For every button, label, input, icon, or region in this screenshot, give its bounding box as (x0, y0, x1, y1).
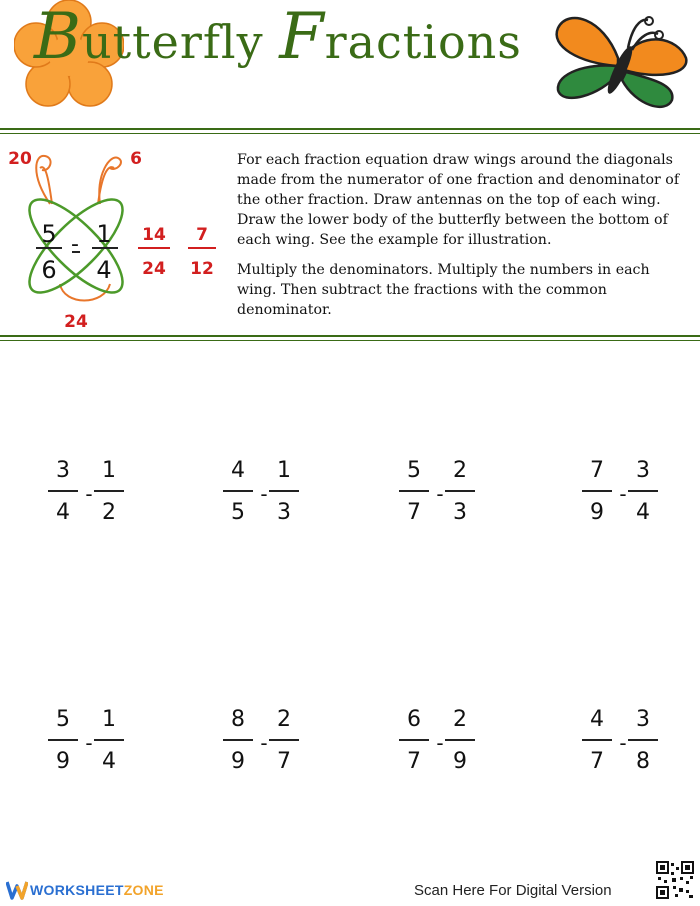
fraction-bar (94, 739, 124, 741)
fraction-b-numerator: 2 (277, 707, 291, 732)
example-butterfly-drawing (0, 134, 230, 334)
problem-6 (221, 707, 311, 787)
fraction-b-numerator: 1 (277, 458, 291, 483)
brand-main: WORKSHEET (30, 882, 124, 898)
fraction-a-numerator: 8 (231, 707, 245, 732)
fraction-a-numerator: 4 (231, 458, 245, 483)
fraction-b-numerator: 2 (453, 458, 467, 483)
operator: - (436, 731, 444, 755)
problem-1 (46, 458, 136, 538)
fraction-a-denominator: 7 (407, 500, 421, 525)
example-simplified-denominator: 12 (190, 259, 214, 279)
fraction-b (626, 707, 660, 775)
fraction-bar (269, 490, 299, 492)
fraction-bar (628, 739, 658, 741)
divider-bottom-inner (0, 340, 700, 341)
fraction-a (397, 458, 431, 526)
butterfly-icon (548, 8, 693, 118)
problem-8 (580, 707, 670, 787)
fraction-bar (48, 739, 78, 741)
title-text (34, 0, 522, 74)
qr-code-icon[interactable] (655, 860, 695, 900)
operator: - (85, 731, 93, 755)
fraction-b-denominator: 4 (102, 749, 116, 774)
operator: - (619, 731, 627, 755)
divider-top (0, 128, 700, 130)
title-initial-f: F (279, 0, 325, 74)
example-denominator-right: 4 (96, 256, 112, 284)
operator: - (619, 482, 627, 506)
fraction-a-denominator: 7 (407, 749, 421, 774)
fraction-a (46, 458, 80, 526)
brand-accent: ZONE (123, 882, 164, 898)
fraction-a-numerator: 6 (407, 707, 421, 732)
fraction-a (221, 707, 255, 775)
fraction-bar (399, 490, 429, 492)
fraction-a (580, 458, 614, 526)
fraction-a-denominator: 5 (231, 500, 245, 525)
operator: - (436, 482, 444, 506)
fraction-b-numerator: 2 (453, 707, 467, 732)
fraction-b (443, 707, 477, 775)
example-denominator-left: 6 (41, 256, 57, 284)
example-operator: - (71, 232, 79, 257)
example-numerator-right: 1 (96, 220, 112, 248)
fraction-bar (94, 490, 124, 492)
fraction-b-denominator: 2 (102, 500, 116, 525)
example-result-denominator: 24 (142, 259, 166, 279)
divider-bottom (0, 335, 700, 337)
fraction-bar (445, 739, 475, 741)
fraction-a-numerator: 4 (590, 707, 604, 732)
worksheet-title (14, 0, 554, 120)
fraction-bar (269, 739, 299, 741)
fraction-b (92, 707, 126, 775)
example-simplified-numerator: 7 (196, 225, 208, 245)
fraction-a-numerator: 7 (590, 458, 604, 483)
fraction-a-numerator: 3 (56, 458, 70, 483)
fraction-a-numerator: 5 (56, 707, 70, 732)
brand-name (30, 882, 164, 898)
fraction-bar (445, 490, 475, 492)
fraction-b-denominator: 9 (453, 749, 467, 774)
problem-2 (221, 458, 311, 538)
fraction-b-numerator: 3 (636, 707, 650, 732)
example-numerator-left: 5 (41, 220, 57, 248)
title-initial-b: B (34, 0, 83, 74)
scan-text: Scan Here For Digital Version (414, 882, 612, 899)
fraction-b-denominator: 4 (636, 500, 650, 525)
fraction-bar (223, 739, 253, 741)
problem-3 (397, 458, 487, 538)
fraction-bar (582, 739, 612, 741)
title-word-2-rest: ractions (324, 15, 522, 69)
fraction-b (92, 458, 126, 526)
fraction-b-numerator: 3 (636, 458, 650, 483)
fraction-a (397, 707, 431, 775)
example-result-numerator: 14 (142, 225, 166, 245)
worksheetzone-w-icon (6, 880, 28, 900)
instructions-paragraph-2: Multiply the denominators. Multiply the numbers in each wing. Then subtract the fractions with the common denominator. (237, 262, 650, 318)
fraction-b-denominator: 3 (277, 500, 291, 525)
fraction-bar (399, 739, 429, 741)
example-denominator-product: 24 (64, 312, 88, 332)
fraction-bar (582, 490, 612, 492)
fraction-b (267, 707, 301, 775)
fraction-a (580, 707, 614, 775)
fraction-bar (628, 490, 658, 492)
problem-5 (46, 707, 136, 787)
fraction-b (267, 458, 301, 526)
instructions (237, 150, 685, 330)
operator: - (260, 731, 268, 755)
example-illustration (0, 134, 230, 334)
operator: - (85, 482, 93, 506)
fraction-b-numerator: 1 (102, 458, 116, 483)
example-right-wing-product: 6 (130, 149, 142, 169)
fraction-a (221, 458, 255, 526)
fraction-a-denominator: 9 (231, 749, 245, 774)
fraction-a-denominator: 4 (56, 500, 70, 525)
problem-4 (580, 458, 670, 538)
fraction-a (46, 707, 80, 775)
operator: - (260, 482, 268, 506)
fraction-bar (223, 490, 253, 492)
fraction-a-numerator: 5 (407, 458, 421, 483)
instructions-paragraph-1: For each fraction equation draw wings around the diagonals made from the numerator of one fraction and denominator of the other fraction. Draw antennas on the top of each wing. Draw the lower body of the butterfly between the bottom of each wing. See the example for illustration. (237, 152, 680, 248)
fraction-a-denominator: 9 (56, 749, 70, 774)
fraction-b-denominator: 3 (453, 500, 467, 525)
fraction-b (443, 458, 477, 526)
fraction-b (626, 458, 660, 526)
fraction-a-denominator: 7 (590, 749, 604, 774)
fraction-b-denominator: 8 (636, 749, 650, 774)
problem-7 (397, 707, 487, 787)
fraction-bar (48, 490, 78, 492)
fraction-a-denominator: 9 (590, 500, 604, 525)
fraction-b-denominator: 7 (277, 749, 291, 774)
title-word-1-rest: utterfly (82, 15, 264, 69)
fraction-b-numerator: 1 (102, 707, 116, 732)
example-left-wing-product: 20 (8, 149, 32, 169)
